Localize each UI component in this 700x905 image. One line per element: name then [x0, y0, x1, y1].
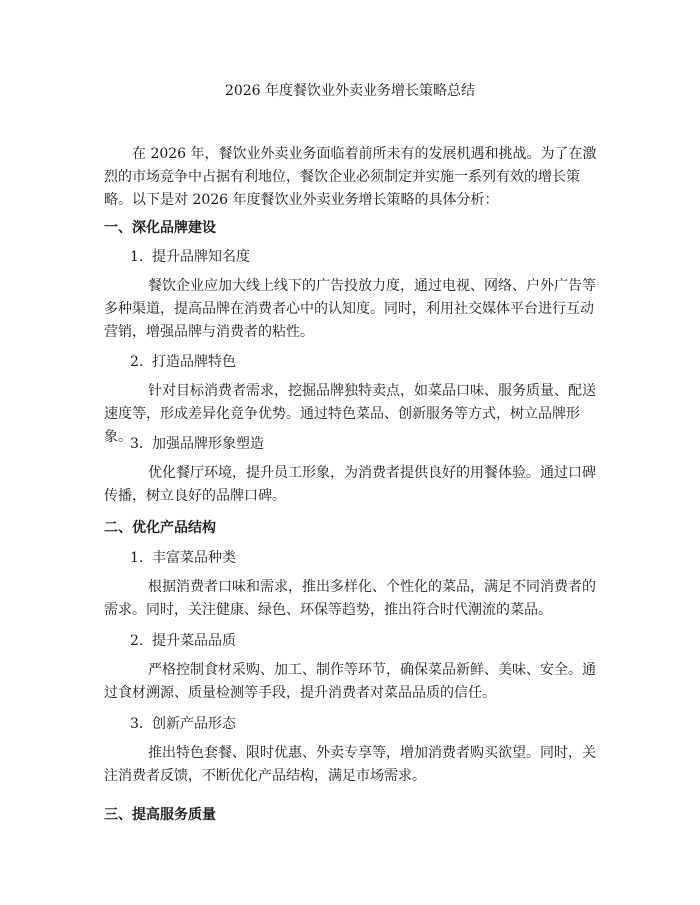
subsection-title — [130, 631, 236, 651]
subsection-title — [130, 247, 250, 267]
subsection-number: 3. — [130, 436, 144, 452]
subsection-paragraph: 针对目标消费者需求，挖掘品牌独特卖点，如菜品口味、服务质量、配送速度等，形成差异化竞争优势。通过特色菜品、创新服务等方式，树立品牌形象。 — [104, 383, 596, 445]
subsection-paragraph: 严格控制食材采购、加工、制作等环节，确保菜品新鲜、美味、安全。通过食材溯源、质量检测等手段，提升消费者对菜品品质的信任。 — [104, 662, 596, 701]
subsection-number: 2. — [130, 354, 144, 370]
section-heading-service: 三、提高服务质量 — [104, 807, 216, 823]
subsection-label: 打造品牌特色 — [152, 354, 236, 370]
section-heading-brand: 一、深化品牌建设 — [104, 220, 216, 236]
subsection-number: 2. — [130, 633, 144, 649]
subsection-number: 1. — [130, 550, 144, 566]
subsection-paragraph: 推出特色套餐、限时优惠、外卖专享等，增加消费者购买欲望。同时，关注消费者反馈，不断优化产品结构，满足市场需求。 — [104, 745, 596, 784]
subsection-label: 提升品牌知名度 — [152, 249, 250, 265]
subsection-label: 丰富菜品种类 — [152, 550, 236, 566]
section-heading-product: 二、优化产品结构 — [104, 520, 216, 536]
subsection-label: 加强品牌形象塑造 — [152, 436, 264, 452]
subsection-title — [130, 434, 264, 454]
subsection-title — [130, 548, 236, 568]
subsection-label: 创新产品形态 — [152, 716, 236, 732]
subsection-paragraph: 优化餐厅环境，提升员工形象，为消费者提供良好的用餐体验。通过口碑传播，树立良好的品牌口碑。 — [104, 465, 596, 504]
document-title: 2026 年度餐饮业外卖业务增长策略总结 — [224, 83, 476, 99]
subsection-label: 提升菜品品质 — [152, 633, 236, 649]
subsection-number: 1. — [130, 249, 144, 265]
subsection-paragraph: 根据消费者口味和需求，推出多样化、个性化的菜品，满足不同消费者的需求。同时，关注健康、绿色、环保等趋势，推出符合时代潮流的菜品。 — [104, 579, 596, 618]
subsection-number: 3. — [130, 716, 144, 732]
subsection-title — [130, 714, 236, 734]
subsection-paragraph: 餐饮企业应加大线上线下的广告投放力度，通过电视、网络、户外广告等多种渠道，提高品牌在消费者心中的认知度。同时，利用社交媒体平台进行互动营销，增强品牌与消费者的粘性。 — [104, 278, 596, 340]
intro-paragraph: 在 2026 年，餐饮业外卖业务面临着前所未有的发展机遇和挑战。为了在激烈的市场竞争中占据有利地位，餐饮企业必须制定并实施一系列有效的增长策略。以下是对 2026 年度餐饮业外卖业务增长策略的具体分析： — [104, 146, 597, 208]
subsection-title — [130, 352, 236, 372]
